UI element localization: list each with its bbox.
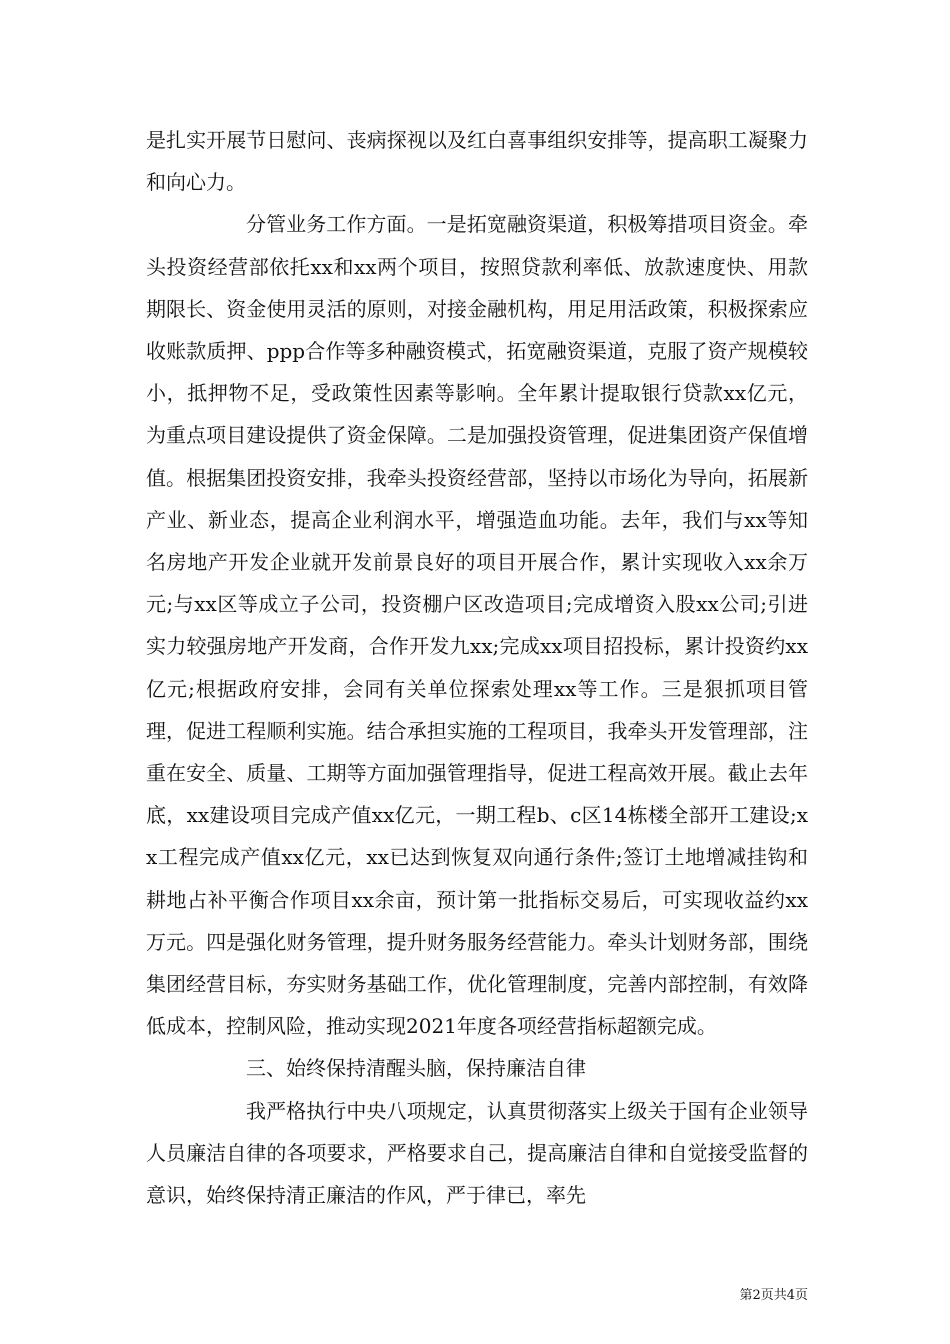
document-body [146,119,808,1216]
page-number: 第2页共4页 [739,1288,808,1303]
paragraph-integrity: 我严格执行中央八项规定，认真贯彻落实上级关于国有企业领导人员廉洁自律的各项要求，严格要求自己，提高廉洁自律和自觉接受监督的意识，始终保持清正廉洁的作风，严于律已，率先 [146,1098,808,1208]
paragraph-business-work: 分管业务工作方面。一是拓宽融资渠道，积极筹措项目资金。牵头投资经营部依托xx和xx两个项目，按照贷款利率低、放款速度快、用款期限长、资金使用灵活的原则，对接金融机构，用足用活政策，积极探索应收账款质押、ppp合作等多种融资模式，拓宽融资渠道，克服了资产规模较小，抵押物不足，受政策性因素等影响。全年累计提取银行贷款xx亿元，为重点项目建设提供了资金保障。二是加强投资管理，促进集团资产保值增值。根据集团投资安排，我牵头投资经营部，坚持以市场化为导向，拓展新产业、新业态，提高企业利润水平，增强造血功能。去年，我们与xx等知名房地产开发企业就开发前景良好的项目开展合作，累计实现收入xx余万元;与xx区等成立子公司，投资棚户区改造项目;完成增资入股xx公司;引进实力较强房地产开发商，合作开发九xx;完成xx项目招投标，累计投资约xx亿元;根据政府安排，会同有关单位探索处理xx等工作。三是狠抓项目管理，促进工程顺利实施。结合承担实施的工程项目，我牵头开发管理部，注重在安全、质量、工期等方面加强管理指导，促进工程高效开展。截止去年底，xx建设项目完成产值xx亿元，一期工程b、c区14栋楼全部开工建设;xx工程完成产值xx亿元，xx已达到恢复双向通行条件;签订土地增减挂钩和耕地占补平衡合作项目xx余亩，预计第一批指标交易后，可实现收益约xx万元。四是强化财务管理，提升财务服务经营能力。牵头计划财务部，围绕集团经营目标，夯实财务基础工作，优化管理制度，完善内部控制，有效降低成本，控制风险，推动实现2021年度各项经营指标超额完成。 [146,212,808,1039]
section-heading-integrity: 三、始终保持清醒头脑，保持廉洁自律 [246,1056,586,1081]
paragraph-continuation: 是扎实开展节日慰问、丧病探视以及红白喜事组织安排等，提高职工凝聚力和向心力。 [146,128,808,195]
